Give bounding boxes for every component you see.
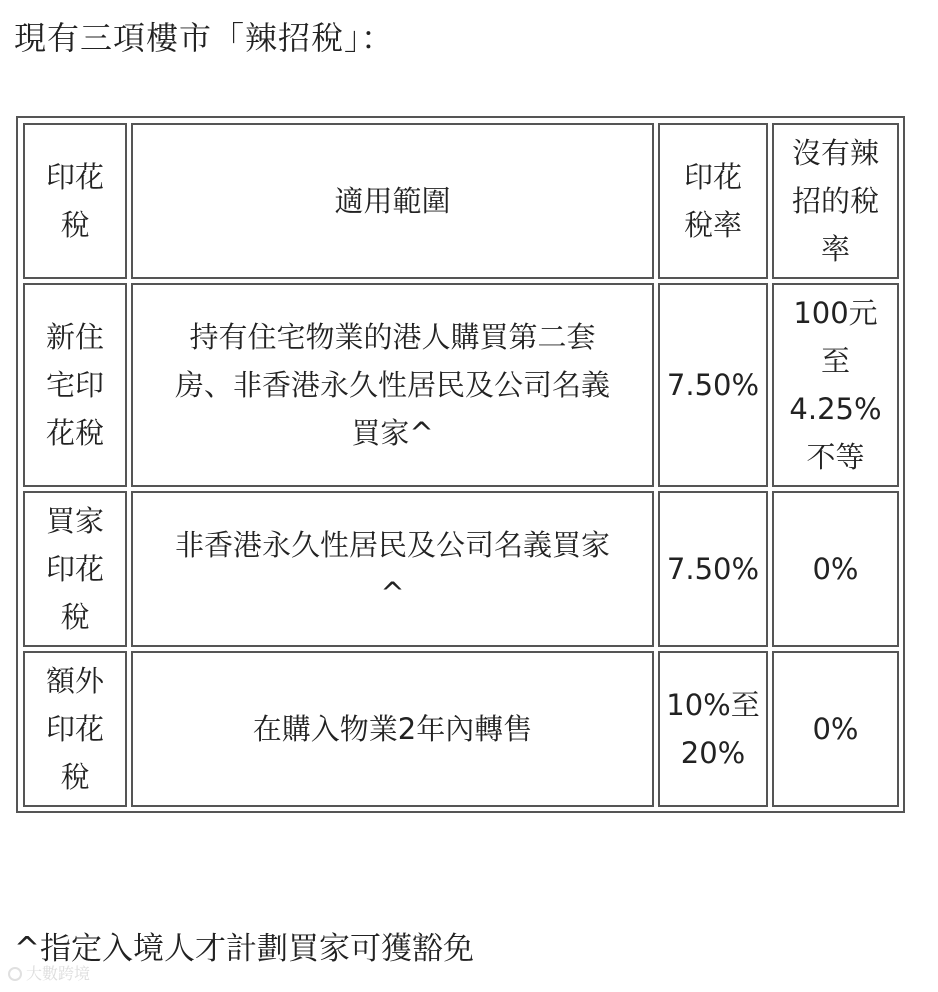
row-2-no-measure-rate <box>772 491 899 647</box>
row-scope-line: ^ <box>380 576 405 610</box>
watermark <box>8 965 90 983</box>
row-scope-line: 房、非香港永久性居民及公司名義 <box>174 368 610 402</box>
row-rate-line: 7.50% <box>666 552 760 586</box>
row-1-name <box>23 283 127 487</box>
row-3-name <box>23 651 127 807</box>
row-3-scope <box>131 651 654 807</box>
page-heading: 現有三項樓市「辣招稅」： <box>14 19 395 57</box>
header-no-measure-rate-line: 招的稅 <box>791 184 879 218</box>
row-no-measure-rate-line: 0% <box>812 552 859 586</box>
row-scope-line: 在購入物業2年內轉售 <box>252 712 533 746</box>
header-stamp-duty <box>23 123 127 279</box>
watermark-logo-icon <box>8 967 22 981</box>
header-no-measure-rate-line: 沒有辣 <box>791 136 879 170</box>
header-rate-line: 印花 <box>683 160 742 194</box>
header-stamp-duty-line: 稅 <box>60 208 90 242</box>
header-no-measure-rate <box>772 123 899 279</box>
row-no-measure-rate-line: 100元 <box>793 296 878 330</box>
row-scope-line: 買家^ <box>351 416 434 450</box>
row-1-scope <box>131 283 654 487</box>
watermark-text: 大數跨境 <box>26 964 91 983</box>
header-stamp-duty-line: 印花 <box>45 160 104 194</box>
row-no-measure-rate-line: 0% <box>812 712 859 746</box>
header-scope <box>131 123 654 279</box>
row-no-measure-rate-line: 至 <box>820 344 850 378</box>
header-rate-line: 稅率 <box>683 208 742 242</box>
row-2-scope <box>131 491 654 647</box>
row-3-rate <box>658 651 768 807</box>
row-name-line: 印花 <box>45 712 104 746</box>
row-1-rate <box>658 283 768 487</box>
row-1-no-measure-rate <box>772 283 899 487</box>
header-rate <box>658 123 768 279</box>
row-name-line: 印花 <box>45 552 104 586</box>
row-no-measure-rate-line: 4.25% <box>789 392 882 426</box>
row-rate-line: 10%至 <box>666 688 760 722</box>
row-name-line: 稅 <box>60 760 90 794</box>
row-name-line: 花稅 <box>45 416 104 450</box>
header-no-measure-rate-line: 率 <box>820 232 850 266</box>
row-2-name <box>23 491 127 647</box>
row-3-no-measure-rate <box>772 651 899 807</box>
row-no-measure-rate-line: 不等 <box>806 440 865 474</box>
row-scope-line: 持有住宅物業的港人購買第二套 <box>189 320 596 354</box>
footnote: ^指定入境人才計劃買家可獲豁免 <box>14 931 474 967</box>
header-scope-label: 適用範圍 <box>334 184 451 218</box>
row-name-line: 宅印 <box>45 368 104 402</box>
row-scope-line: 非香港永久性居民及公司名義買家 <box>174 528 610 562</box>
row-2-rate <box>658 491 768 647</box>
row-name-line: 買家 <box>45 504 104 538</box>
row-name-line: 額外 <box>45 664 104 698</box>
row-name-line: 新住 <box>45 320 104 354</box>
row-rate-line: 20% <box>680 736 746 770</box>
row-rate-line: 7.50% <box>666 368 760 402</box>
row-name-line: 稅 <box>60 600 90 634</box>
